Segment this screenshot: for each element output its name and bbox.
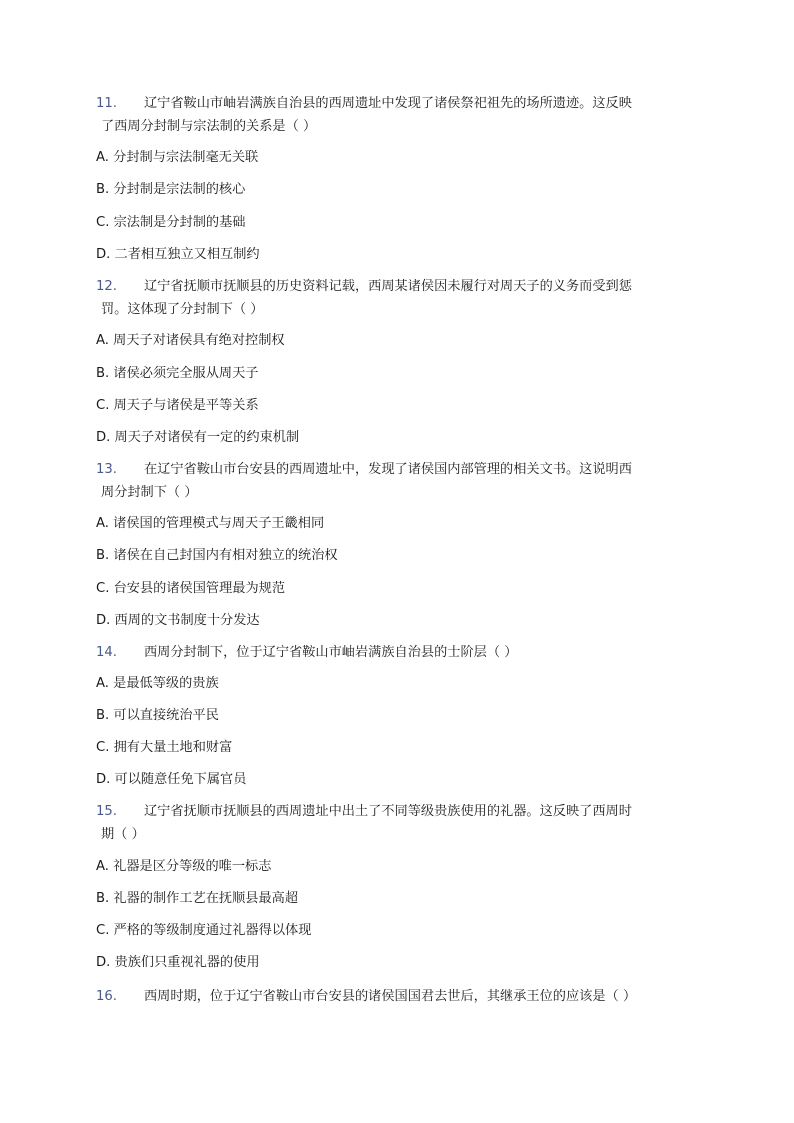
question-stem-line1: 辽宁省抚顺市抚顺县的西周遗址中出土了不同等级贵族使用的礼器。这反映了西周时 bbox=[144, 804, 632, 819]
option-15-c: C. 严格的等级制度通过礼器得以体现 bbox=[96, 923, 312, 938]
option-14-b: B. 可以直接统治平民 bbox=[96, 708, 219, 723]
option-12-a: A. 周天子对诸侯具有绝对控制权 bbox=[96, 333, 285, 348]
option-11-d: D. 二者相互独立又相互制约 bbox=[96, 247, 260, 262]
question-number: 11. bbox=[96, 96, 117, 111]
question-stem-line1: 辽宁省鞍山市岫岩满族自治县的西周遗址中发现了诸侯祭祀祖先的场所遗迹。这反映 bbox=[144, 96, 632, 111]
option-13-a: A. 诸侯国的管理模式与周天子王畿相同 bbox=[96, 516, 325, 531]
option-11-b: B. 分封制是宗法制的核心 bbox=[96, 182, 246, 197]
question-number: 12. bbox=[96, 279, 117, 294]
option-12-b: B. 诸侯必须完全服从周天子 bbox=[96, 366, 259, 381]
question-stem-line2: 期（ ） bbox=[101, 827, 145, 842]
question-stem-line1: 辽宁省抚顺市抚顺县的历史资料记载，西周某诸侯因未履行对周天子的义务而受到惩 bbox=[144, 279, 632, 294]
option-14-c: C. 拥有大量土地和财富 bbox=[96, 740, 233, 755]
question-stem-line2: 了西周分封制与宗法制的关系是（ ） bbox=[101, 119, 317, 134]
option-13-c: C. 台安县的诸侯国管理最为规范 bbox=[96, 581, 286, 596]
option-13-d: D. 西周的文书制度十分发达 bbox=[96, 613, 260, 628]
option-12-c: C. 周天子与诸侯是平等关系 bbox=[96, 398, 259, 413]
question-15 bbox=[96, 800, 696, 846]
question-13 bbox=[96, 458, 696, 504]
question-number: 15. bbox=[96, 804, 117, 819]
question-stem-line2: 罚。这体现了分封制下（ ） bbox=[101, 302, 264, 317]
question-stem-line1: 西周时期，位于辽宁省鞍山市台安县的诸侯国国君去世后，其继承王位的应该是（ ） bbox=[144, 989, 637, 1004]
option-15-b: B. 礼器的制作工艺在抚顺县最高超 bbox=[96, 891, 299, 906]
option-11-c: C. 宗法制是分封制的基础 bbox=[96, 215, 246, 230]
option-12-d: D. 周天子对诸侯有一定的约束机制 bbox=[96, 430, 300, 445]
question-12 bbox=[96, 275, 696, 321]
option-11-a: A. 分封制与宗法制毫无关联 bbox=[96, 150, 259, 165]
question-number: 16. bbox=[96, 989, 117, 1004]
question-number: 13. bbox=[96, 462, 117, 477]
question-11 bbox=[96, 92, 696, 138]
option-14-a: A. 是最低等级的贵族 bbox=[96, 676, 219, 691]
question-14 bbox=[96, 641, 696, 664]
option-15-d: D. 贵族们只重视礼器的使用 bbox=[96, 955, 260, 970]
option-13-b: B. 诸侯在自己封国内有相对独立的统治权 bbox=[96, 548, 338, 563]
question-stem-line1: 西周分封制下，位于辽宁省鞍山市岫岩满族自治县的士阶层（ ） bbox=[144, 645, 518, 660]
option-15-a: A. 礼器是区分等级的唯一标志 bbox=[96, 859, 272, 874]
question-16 bbox=[96, 985, 696, 1008]
question-number: 14. bbox=[96, 645, 117, 660]
question-stem-line2: 周分封制下（ ） bbox=[101, 485, 198, 500]
option-14-d: D. 可以随意任免下属官员 bbox=[96, 772, 247, 787]
question-stem-line1: 在辽宁省鞍山市台安县的西周遗址中，发现了诸侯国内部管理的相关文书。这说明西 bbox=[144, 462, 632, 477]
